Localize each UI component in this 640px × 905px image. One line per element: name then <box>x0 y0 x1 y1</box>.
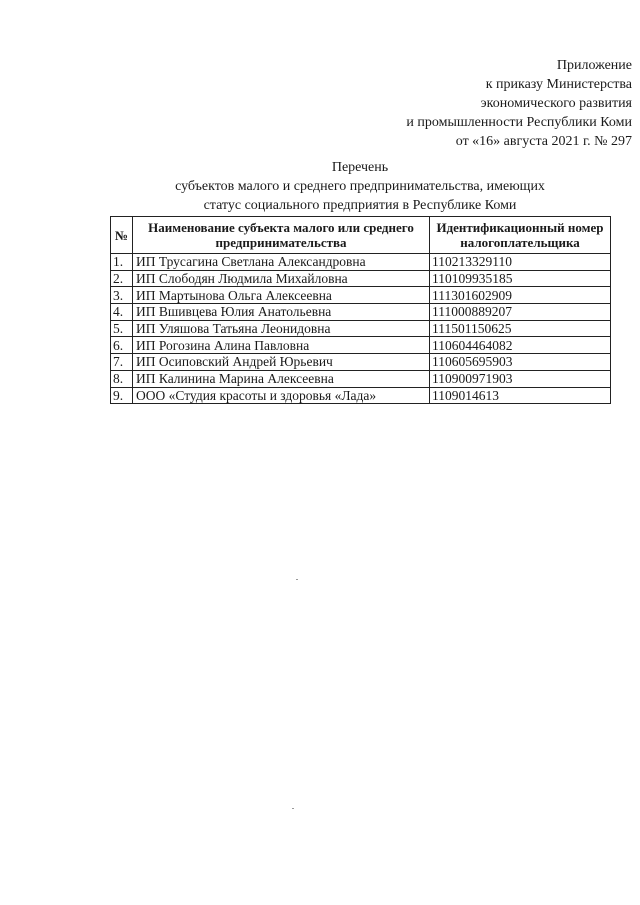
enterprise-table <box>110 216 611 404</box>
table-row <box>111 320 611 337</box>
table-header-row <box>111 217 611 254</box>
row-inn: 111501150625 <box>430 320 611 337</box>
table-row <box>111 337 611 354</box>
appendix-line: к приказу Министерства <box>485 77 632 92</box>
row-name: ИП Вшивцева Юлия Анатольевна <box>133 304 430 321</box>
row-name: ИП Мартынова Ольга Алексеевна <box>133 287 430 304</box>
row-num: 3. <box>111 287 133 304</box>
row-num: 4. <box>111 304 133 321</box>
appendix-line: Приложение <box>556 58 632 73</box>
row-name: ИП Рогозина Алина Павловна <box>133 337 430 354</box>
row-num: 7. <box>111 354 133 371</box>
row-name: ИП Осиповский Андрей Юрьевич <box>133 354 430 371</box>
title-line: Перечень <box>331 160 389 175</box>
row-num: 8. <box>111 370 133 387</box>
appendix-block <box>406 56 632 151</box>
table-row <box>111 354 611 371</box>
title-line: субъектов малого и среднего предпринимательства, имеющих <box>175 179 545 194</box>
row-inn: 110605695903 <box>430 354 611 371</box>
row-name: ИП Слободян Людмила Михайловна <box>133 270 430 287</box>
header-name: Наименование субъекта малого или среднего предпринимательства <box>133 217 430 254</box>
header-num: № <box>111 217 133 254</box>
header-inn: Идентификационный номер налогоплательщика <box>430 217 611 254</box>
table-row <box>111 254 611 271</box>
table-row <box>111 370 611 387</box>
document-title <box>110 158 610 215</box>
row-num: 2. <box>111 270 133 287</box>
row-name: ИП Калинина Марина Алексеевна <box>133 370 430 387</box>
scan-speck <box>292 808 294 809</box>
scan-speck <box>296 579 298 580</box>
row-num: 9. <box>111 387 133 404</box>
row-name: ООО «Студия красоты и здоровья «Лада» <box>133 387 430 404</box>
row-inn: 110213329110 <box>430 254 611 271</box>
row-num: 5. <box>111 320 133 337</box>
table-row <box>111 287 611 304</box>
appendix-line: экономического развития <box>480 96 632 111</box>
row-inn: 110604464082 <box>430 337 611 354</box>
title-line: статус социального предприятия в Республике Коми <box>203 198 517 213</box>
row-inn: 1109014613 <box>430 387 611 404</box>
appendix-line: от «16» августа 2021 г. № 297 <box>455 134 632 149</box>
row-name: ИП Трусагина Светлана Александровна <box>133 254 430 271</box>
table-row <box>111 304 611 321</box>
row-inn: 110900971903 <box>430 370 611 387</box>
row-name: ИП Уляшова Татьяна Леонидовна <box>133 320 430 337</box>
row-inn: 111000889207 <box>430 304 611 321</box>
row-num: 6. <box>111 337 133 354</box>
row-num: 1. <box>111 254 133 271</box>
row-inn: 111301602909 <box>430 287 611 304</box>
row-inn: 110109935185 <box>430 270 611 287</box>
appendix-line: и промышленности Республики Коми <box>406 115 632 130</box>
table-row <box>111 270 611 287</box>
table-row <box>111 387 611 404</box>
